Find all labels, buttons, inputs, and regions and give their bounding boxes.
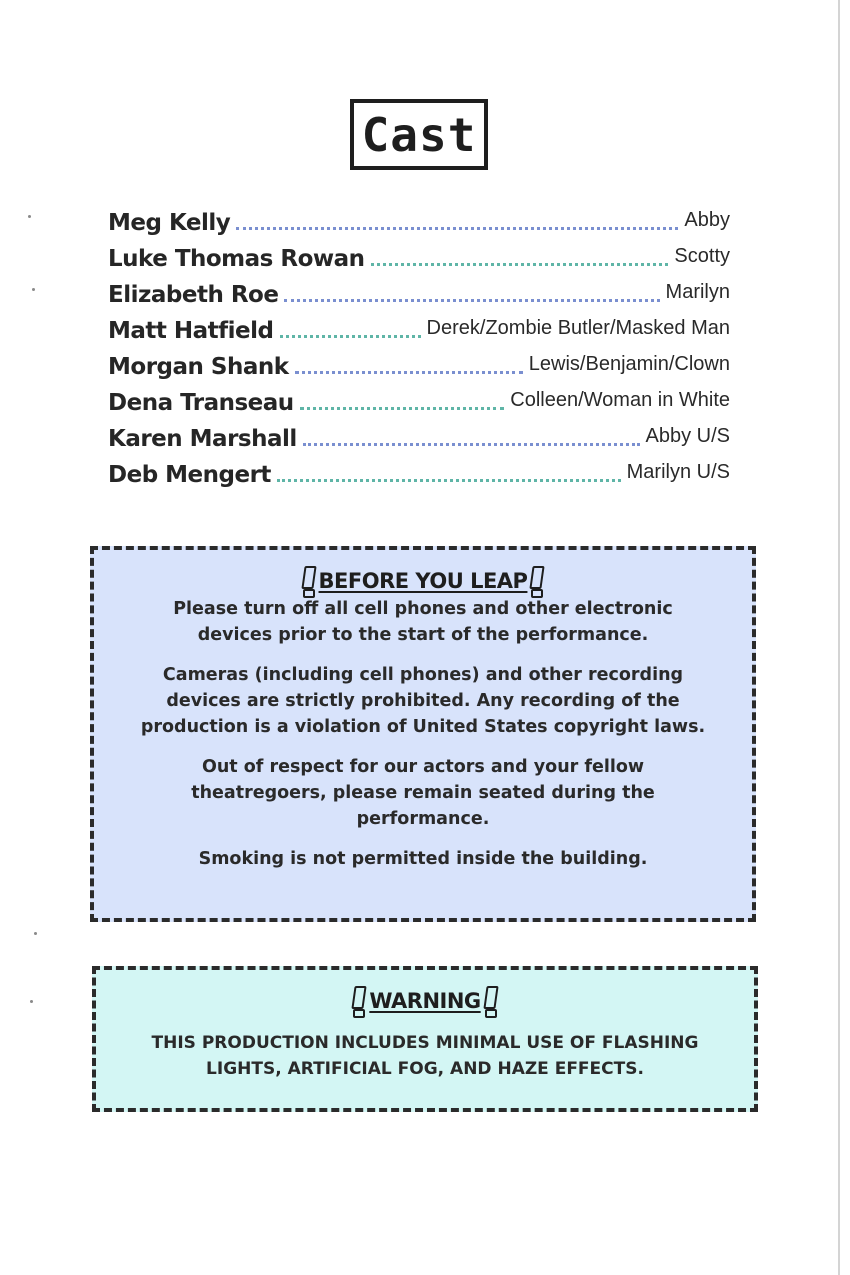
cast-actor-name: Elizabeth Roe bbox=[108, 281, 279, 308]
paper-speck bbox=[28, 215, 31, 218]
cast-actor-name: Dena Transeau bbox=[108, 389, 294, 416]
cast-row bbox=[108, 200, 730, 236]
warning-heading bbox=[96, 986, 754, 1016]
notice-paragraph-phones bbox=[102, 596, 744, 648]
notice-line: devices prior to the start of the performance. bbox=[197, 625, 649, 645]
dot-leader bbox=[303, 443, 640, 446]
paper-speck bbox=[30, 1000, 33, 1003]
cast-actor-name: Karen Marshall bbox=[108, 425, 297, 452]
dot-leader bbox=[277, 479, 621, 482]
cast-actor-name: Matt Hatfield bbox=[108, 317, 274, 344]
warning-notice bbox=[92, 966, 758, 1112]
cast-role-name: Marilyn bbox=[665, 281, 730, 303]
paper-speck bbox=[32, 288, 35, 291]
warning-line: LIGHTS, ARTIFICIAL FOG, AND HAZE EFFECTS. bbox=[206, 1059, 644, 1079]
notice-line: Smoking is not permitted inside the building. bbox=[198, 849, 648, 869]
exclamation-icon bbox=[302, 566, 316, 596]
cast-row bbox=[108, 416, 730, 452]
cast-actor-name: Luke Thomas Rowan bbox=[108, 245, 365, 272]
notice-paragraph-cameras bbox=[102, 662, 744, 740]
notice-line: production is a violation of United States copyright laws. bbox=[140, 717, 706, 737]
cast-actor-name: Meg Kelly bbox=[108, 209, 231, 236]
exclamation-icon bbox=[484, 986, 498, 1016]
notice-line: devices are strictly prohibited. Any recording of the bbox=[166, 691, 680, 711]
cast-title: Cast bbox=[361, 107, 477, 162]
cast-role-name: Marilyn U/S bbox=[626, 461, 730, 483]
dot-leader bbox=[295, 371, 523, 374]
cast-row bbox=[108, 344, 730, 380]
notice-heading-text: BEFORE YOU LEAP bbox=[318, 569, 528, 593]
cast-row bbox=[108, 236, 730, 272]
cast-row bbox=[108, 452, 730, 488]
page-edge bbox=[838, 0, 840, 1275]
dot-leader bbox=[300, 407, 505, 410]
before-you-leap-notice bbox=[90, 546, 756, 922]
notice-heading bbox=[94, 566, 752, 596]
cast-role-name: Scotty bbox=[674, 245, 730, 267]
cast-actor-name: Deb Mengert bbox=[108, 461, 271, 488]
exclamation-icon bbox=[352, 986, 366, 1016]
cast-actor-name: Morgan Shank bbox=[108, 353, 289, 380]
dot-leader bbox=[371, 263, 669, 266]
notice-paragraph-seated bbox=[102, 754, 744, 832]
cast-role-name: Abby bbox=[684, 209, 730, 231]
notice-line: performance. bbox=[356, 809, 490, 829]
notice-line: Please turn off all cell phones and other electronic bbox=[173, 599, 673, 619]
dot-leader bbox=[280, 335, 421, 338]
cast-list bbox=[108, 200, 730, 488]
cast-row bbox=[108, 308, 730, 344]
cast-row bbox=[108, 272, 730, 308]
notice-line: theatregoers, please remain seated during the bbox=[191, 783, 655, 803]
dot-leader bbox=[236, 227, 678, 230]
notice-line: Out of respect for our actors and your fellow bbox=[201, 757, 645, 777]
warning-message bbox=[116, 1030, 734, 1082]
notice-paragraph-smoking bbox=[102, 846, 744, 872]
dot-leader bbox=[284, 299, 659, 302]
cast-role-name: Abby U/S bbox=[645, 425, 730, 447]
paper-speck bbox=[34, 932, 37, 935]
exclamation-icon bbox=[530, 566, 544, 596]
cast-role-name: Lewis/Benjamin/Clown bbox=[528, 353, 730, 375]
notice-line: Cameras (including cell phones) and other recording bbox=[162, 665, 684, 685]
warning-heading-text: WARNING bbox=[369, 989, 481, 1013]
cast-row bbox=[108, 380, 730, 416]
cast-role-name: Colleen/Woman in White bbox=[510, 389, 730, 411]
cast-role-name: Derek/Zombie Butler/Masked Man bbox=[426, 317, 730, 339]
cast-title-box bbox=[350, 99, 488, 170]
warning-line: THIS PRODUCTION INCLUDES MINIMAL USE OF FLASHING bbox=[151, 1033, 699, 1053]
